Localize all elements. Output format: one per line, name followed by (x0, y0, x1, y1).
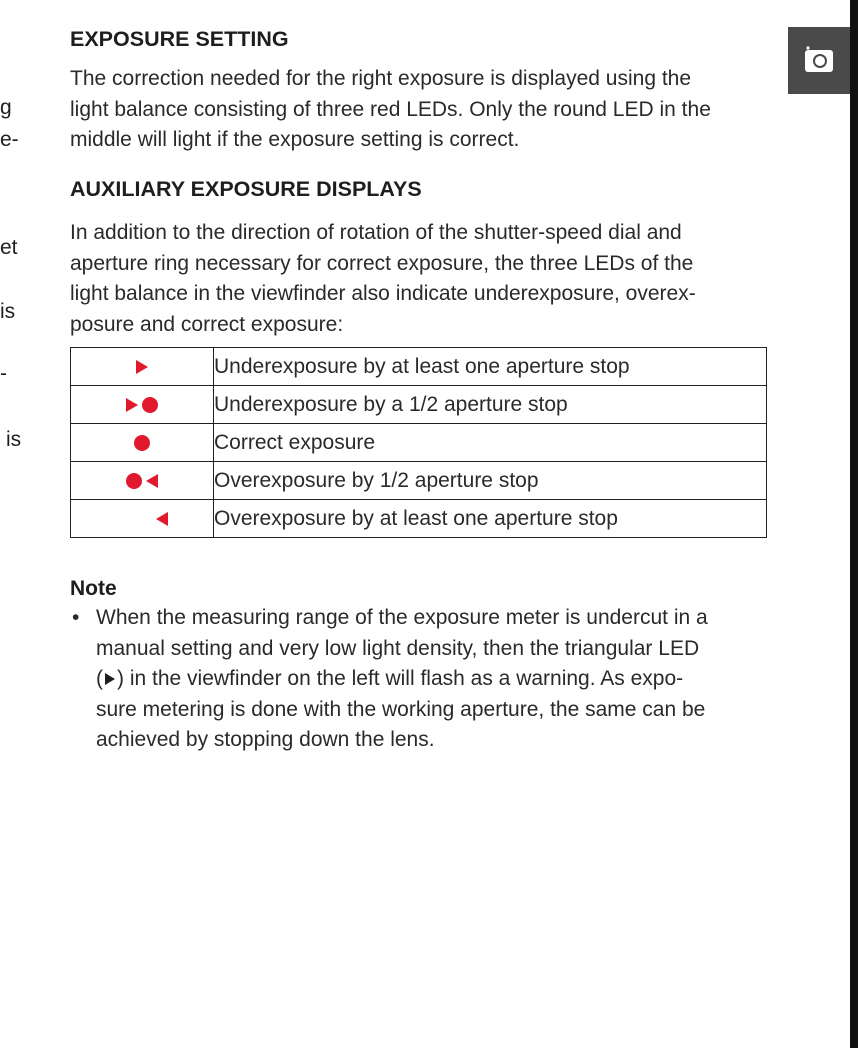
description-cell: Underexposure by at least one aperture stop (214, 348, 767, 386)
paragraph-line: light balance consisting of three red LEDs. Only the round LED in the (70, 97, 711, 121)
note-text: ) in the viewfinder on the left will flash as a warning. As expo- (117, 667, 684, 690)
note-line: When the measuring range of the exposure meter is undercut in a (96, 606, 708, 629)
description-cell: Overexposure by at least one aperture stop (214, 500, 767, 538)
exposure-display-table (70, 347, 767, 538)
description-cell: Correct exposure (214, 424, 767, 462)
edge-fragment: g (0, 96, 12, 119)
table-row (71, 386, 767, 424)
paragraph-line: light balance in the viewfinder also indicate underexposure, overex- (70, 282, 696, 305)
bullet: • (72, 606, 80, 629)
description-cell: Underexposure by a 1/2 aperture stop (214, 386, 767, 424)
chapter-tab[interactable] (788, 27, 850, 94)
exposure-setting-paragraph (70, 64, 770, 156)
led-triangle-right-icon (136, 360, 148, 374)
table-row (71, 500, 767, 538)
note-line: manual setting and very low light density, then the triangular LED (96, 636, 700, 660)
paragraph-line: posure and correct exposure: (70, 312, 344, 336)
led-symbol-cell (71, 462, 214, 500)
edge-fragment: is (6, 428, 22, 451)
paragraph-line: In addition to the direction of rotation of the shutter-speed dial and (70, 221, 682, 244)
led-symbol-cell (71, 348, 214, 386)
section-title-auxiliary-displays: AUXILIARY EXPOSURE DISPLAYS (70, 177, 422, 201)
paragraph-line: The correction needed for the right exposure is displayed using the (70, 67, 692, 90)
paragraph-line: aperture ring necessary for correct exposure, the three LEDs of the (70, 251, 694, 275)
edge-fragment: is (0, 300, 16, 323)
list-item (70, 603, 770, 756)
table-row (71, 348, 767, 386)
section-title-exposure-setting: EXPOSURE SETTING (70, 27, 289, 51)
camera-icon (804, 46, 834, 73)
note-heading: Note (70, 577, 117, 600)
led-triangle-right-dot-icon (126, 397, 158, 413)
page-edge-strip (850, 0, 858, 1048)
description-cell: Overexposure by 1/2 aperture stop (214, 462, 767, 500)
table-row (71, 462, 767, 500)
led-symbol-cell (71, 386, 214, 424)
note-line (96, 664, 770, 695)
paragraph-line: middle will light if the exposure setting is correct. (70, 128, 520, 151)
edge-fragment: e- (0, 128, 19, 151)
triangle-led-icon (105, 673, 115, 685)
led-symbol-cell (71, 500, 214, 538)
note-line: achieved by stopping down the lens. (96, 728, 435, 751)
note-list (70, 603, 770, 756)
note-text: ( (96, 667, 103, 690)
edge-fragment: - (0, 362, 7, 385)
led-dot-triangle-left-icon (126, 473, 158, 489)
led-triangle-left-icon (156, 512, 168, 526)
edge-fragment: et (0, 236, 18, 259)
led-dot-icon (134, 435, 150, 451)
auxiliary-paragraph (70, 218, 770, 340)
note-line: sure metering is done with the working aperture, the same can be (96, 697, 706, 721)
table-row (71, 424, 767, 462)
led-symbol-cell (71, 424, 214, 462)
